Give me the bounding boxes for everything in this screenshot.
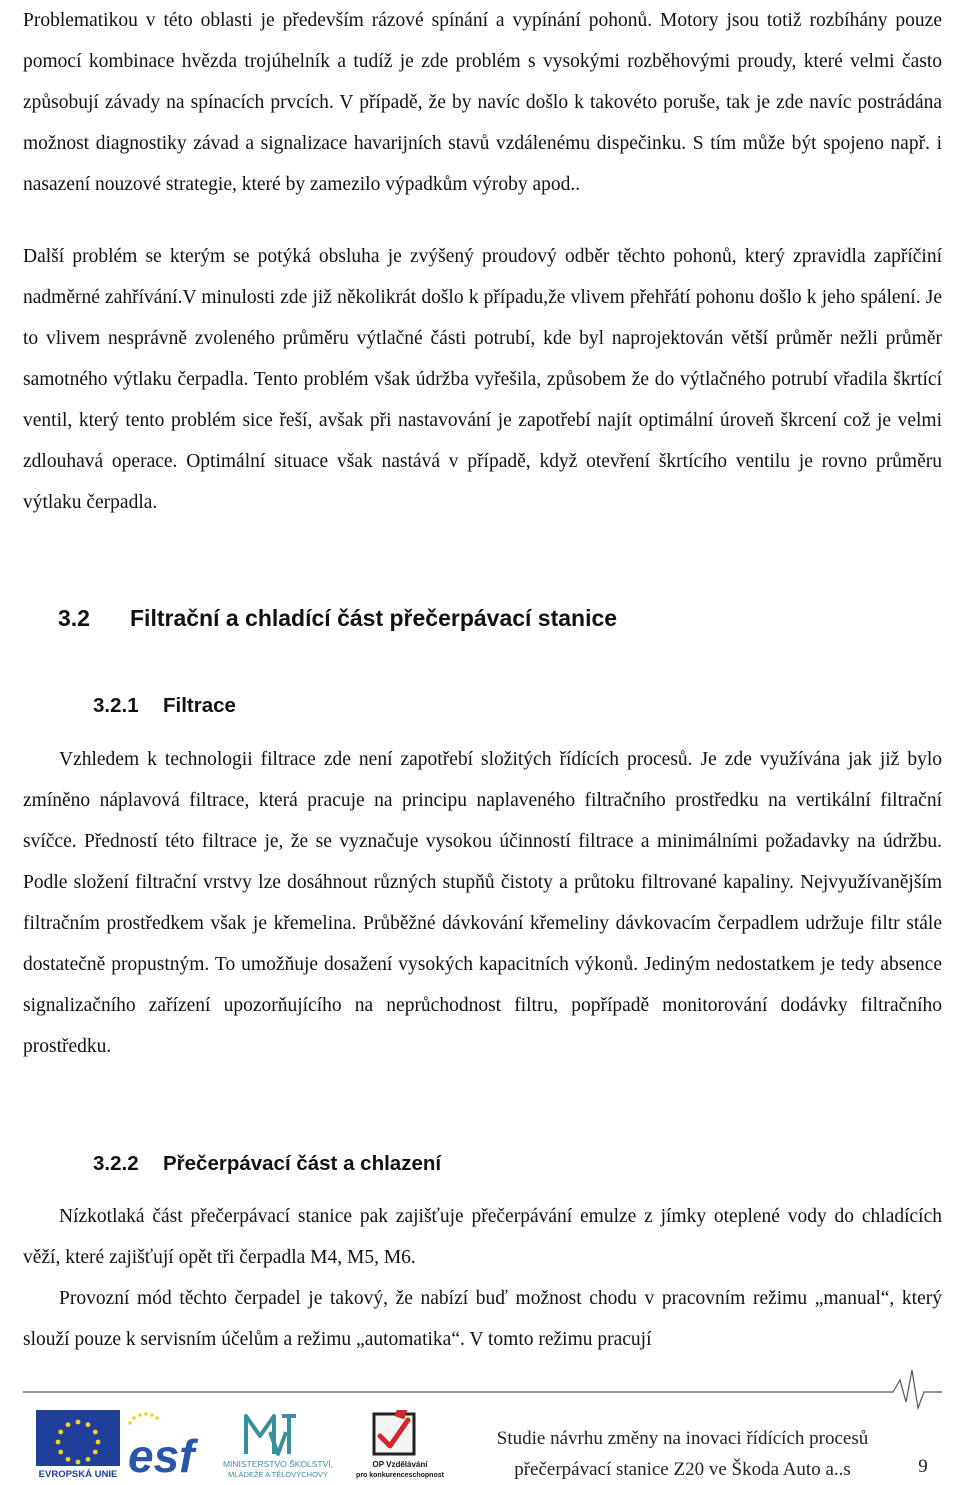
paragraph-filtrace: Vzhledem k technologii filtrace zde není zapotřebí složitých řídících procesů. Je zde využívána jak již bylo zmíněno náplavová filtrace, která pracuje na principu naplaveného filtračního prostředku na vertikální filtrační svíčce. Předností této filtrace je, že se vyznačuje vysokou účinností filtrace a minimálními požadavky na údržbu. Podle složení filtrační vrstvy lze dosáhnout různých stupňů čistoty a průtoku filtrované kapaliny. Nejvyužívanějším filtračním prostředkem však je křemelina. Průběžné dávkování křemeliny dávkovacím čerpadlem udržuje filtr stále dostatečně propustným. To umožňuje dosažení vysokých kapacitních výkonů. Jediným nedostatkem je tedy absence signalizačního zařízení upozorňujícího na neprůchodnost filtru, popřípadě monitorování dodávky filtračního prostředku. [23,749,942,1057]
msmt-logo-icon [210,1410,346,1480]
esf-label: esf [128,1430,195,1480]
subsection-heading-3-2-2 [93,1152,441,1176]
paragraph-nizkotlaka-cast: Nízkotlaká část přečerpávací stanice pak zajišťuje přečerpávání emulze z jímky oteplené vody do chladících věží, které zajišťují opět tři čerpadla M4, M5, M6. [23,1206,942,1268]
eu-label: EVROPSKÁ UNIE [38,1469,118,1480]
paragraph-provozni-mod: Provozní mód těchto čerpadel je takový, že nabízí buď možnost chodu v pracovním režimu „manual“, který slouží pouze k servisním účelům a režimu „automatika“. V tomto režimu pracují [23,1288,942,1350]
page-number: 9 [918,1456,928,1477]
subsection-number: 3.2.2 [93,1152,139,1175]
footer-title-line-1: Studie návrhu změny na inovaci řídících procesů [496,1428,869,1449]
subsection-heading-3-2-1 [93,694,236,718]
subsection-title: Filtrace [163,694,236,717]
section-heading-3-2 [58,605,617,632]
paragraph-rozbeh-motoru: Problematikou v této oblasti je především rázové spínání a vypínání pohonů. Motory jsou totiž rozbíhány pouze pomocí kombinace hvězda trojúhelník a tudíž je zde problém s vysokými rozběhovými proudy, které velmi často způsobují závady na spínacích prvcích. V případě, že by navíc došlo k takovéto poruše, tak je zde navíc postrádána možnost diagnostiky závad a signalizace havarijních stavů vzdálenému dispečinku. S tím může být spojeno např. i nasazení nouzové strategie, které by zamezilo výpadkům výroby apod.. [23,10,942,195]
section-number: 3.2 [58,605,90,631]
footer-document-title [470,1423,895,1485]
subsection-title: Přečerpávací část a chlazení [163,1152,442,1175]
op-name: OP Vzdělávání [372,1460,428,1469]
op-sub: pro konkurenceschopnost [356,1472,444,1479]
op-vk-logo-icon [352,1410,448,1480]
paragraph-proudovy-odber: Další problém se kterým se potýká obsluha je zvýšený proudový odběr těchto pohonů, který zpravidla zapříčiní nadměrné zahřívání.V minulosti zde již několikrát došlo k případu,že vlivem přehřátí pohonu došlo k jeho spálení. Je to vlivem nesprávně zvoleného průměru výtlačné části potrubí, kde byl naprojektován větší průměr nežli průměr samotného výtlaku čerpadla. Tento problém však údržba vyřešila, způsobem že do výtlačného potrubí vřadila škrtící ventil, který tento problém sice řeší, avšak při nastavování je zapotřebí najít optimální úroveň škrcení což je velmi zdlouhavá operace. Optimální situace však nastává v případě, když otevření škrtícího ventilu je rovno průměru výtlaku čerpadla. [23,246,942,513]
footer-title-line-2: přečerpávací stanice Z20 ve Škoda Auto a..s [514,1459,851,1480]
subsection-number: 3.2.1 [93,694,139,717]
msmt-sub: MLÁDEŽE A TĚLOVÝCHOVY [228,1470,328,1479]
section-title: Filtrační a chladící část přečerpávací stanice [130,605,618,631]
msmt-name: MINISTERSTVO ŠKOLSTVÍ, [222,1459,334,1469]
eu-flag-icon [36,1410,120,1480]
esf-logo-icon [124,1410,204,1480]
